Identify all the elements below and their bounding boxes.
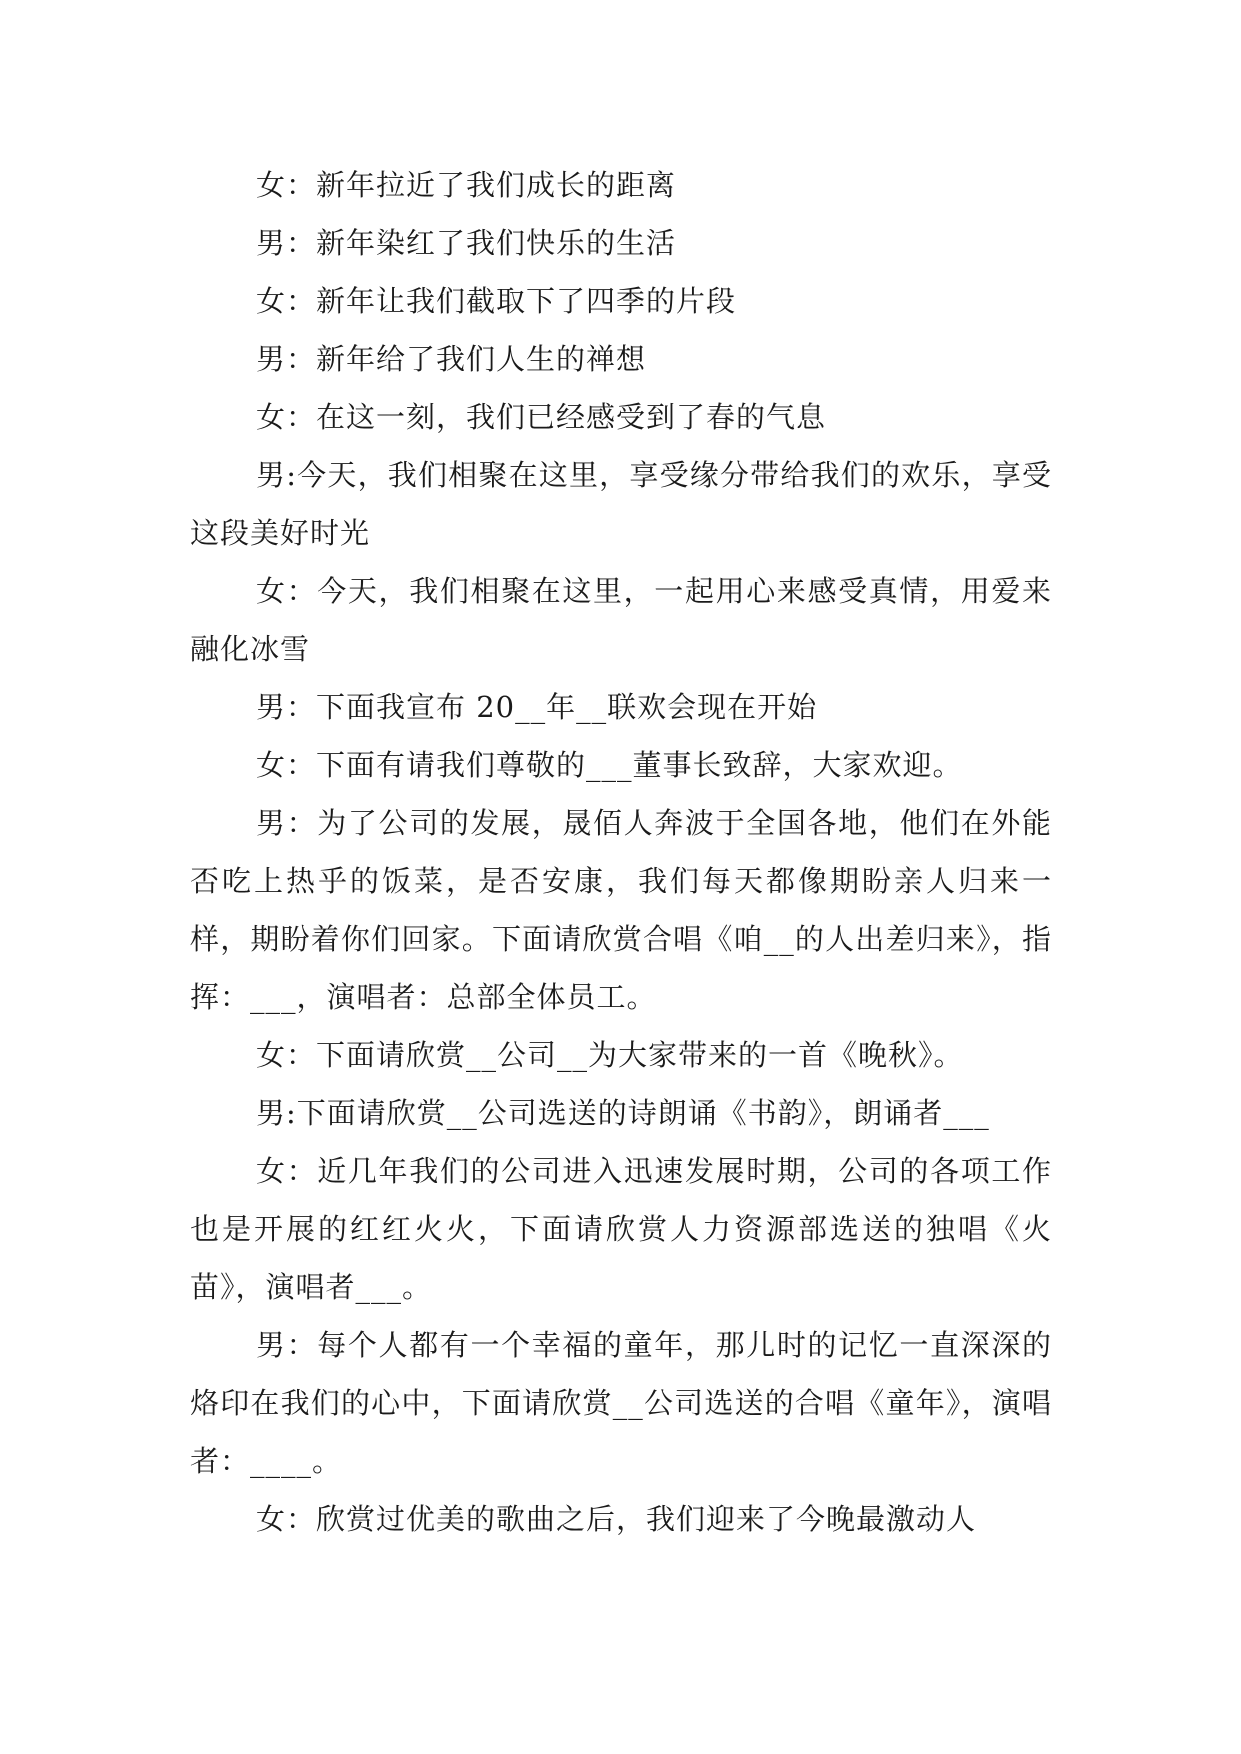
script-line: 女：下面请欣赏__公司__为大家带来的一首《晚秋》。 (256, 1038, 964, 1072)
script-line: 男：新年给了我们人生的禅想 (256, 342, 647, 376)
document-body (190, 156, 1052, 1548)
script-line: 男：为了公司的发展，晟佰人奔波于全国各地，他们在外能否吃上热乎的饭菜，是否安康，我们每天都像期盼亲人归来一样，期盼着你们回家。下面请欣赏合唱《咱__的人出差归来》，指挥：___，演唱者：总部全体员工。 (190, 806, 1052, 1014)
script-line: 女：近几年我们的公司进入迅速发展时期，公司的各项工作也是开展的红红火火，下面请欣赏人力资源部选送的独唱《火苗》，演唱者___。 (190, 1154, 1052, 1304)
script-line: 男:今天，我们相聚在这里，享受缘分带给我们的欢乐，享受这段美好时光 (190, 458, 1052, 550)
script-line: 女：在这一刻，我们已经感受到了春的气息 (256, 400, 827, 434)
script-line: 男：下面我宣布 20__年__联欢会现在开始 (256, 690, 818, 724)
script-line: 女：新年让我们截取下了四季的片段 (256, 284, 737, 318)
script-line: 男：新年染红了我们快乐的生活 (256, 226, 677, 260)
script-line: 女：欣赏过优美的歌曲之后，我们迎来了今晚最激动人 (256, 1502, 977, 1536)
script-line: 男：每个人都有一个幸福的童年，那儿时的记忆一直深深的烙印在我们的心中，下面请欣赏__公司选送的合唱《童年》，演唱者：____。 (190, 1328, 1052, 1478)
script-line: 男:下面请欣赏__公司选送的诗朗诵《书韵》，朗诵者___ (256, 1096, 990, 1130)
script-line: 女：今天，我们相聚在这里，一起用心来感受真情，用爱来融化冰雪 (190, 574, 1052, 666)
script-line: 女：新年拉近了我们成长的距离 (256, 168, 677, 202)
script-line: 女：下面有请我们尊敬的___董事长致辞，大家欢迎。 (256, 748, 963, 782)
